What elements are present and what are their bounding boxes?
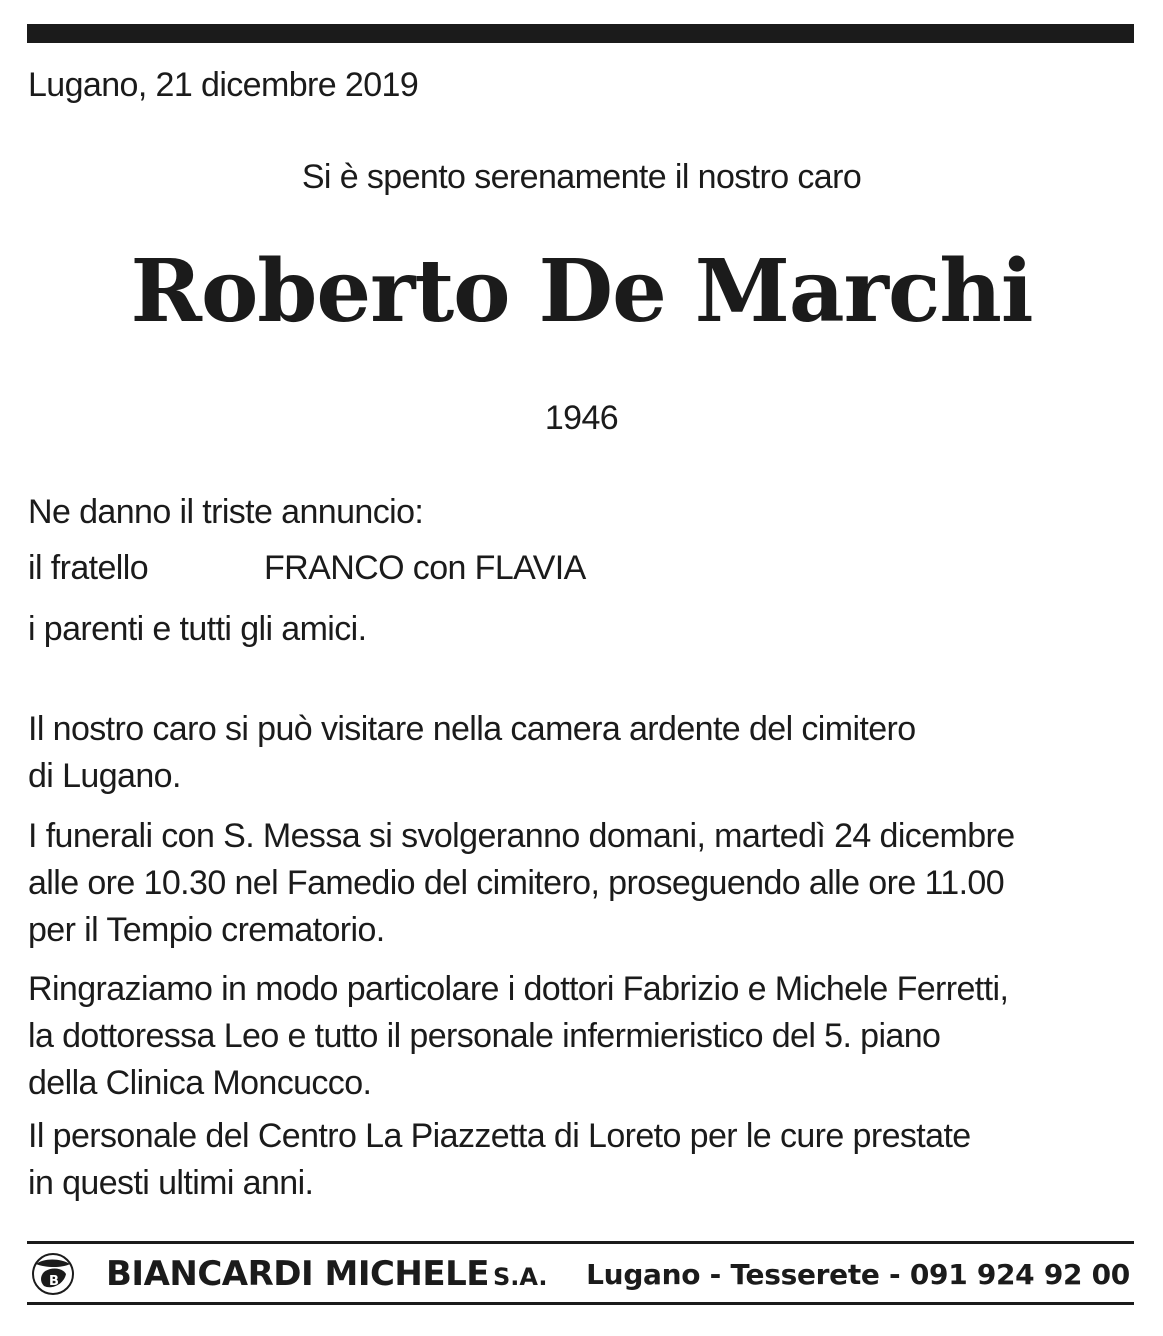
thanks-paragraph [28, 966, 1138, 1107]
footer-top-divider [27, 1241, 1134, 1244]
relative-relation: il fratello [28, 549, 149, 587]
paragraph-line: Ringraziamo in modo particolare i dottori Fabrizio e Michele Ferretti, [28, 970, 1009, 1008]
top-divider [27, 24, 1134, 43]
funeral-paragraph [28, 813, 1138, 954]
funeral-home-logo-icon [30, 1252, 76, 1296]
relative-names: FRANCO con FLAVIA [264, 549, 586, 587]
announcement-others: i parenti e tutti gli amici. [28, 610, 367, 648]
paragraph-line: per il Tempio crematorio. [28, 911, 385, 949]
company-contact: Lugano - Tesserete - 091 924 92 00 [586, 1258, 1130, 1291]
paragraph-line: di Lugano. [28, 757, 181, 795]
paragraph-line: Il personale del Centro La Piazzetta di Loreto per le cure prestate [28, 1117, 971, 1155]
visitation-paragraph [28, 706, 1138, 800]
paragraph-line: alle ore 10.30 nel Famedio del cimitero, proseguendo alle ore 11.00 [28, 864, 1005, 902]
birth-year: 1946 [544, 399, 619, 437]
paragraph-line: della Clinica Moncucco. [28, 1064, 372, 1102]
deceased-name: Roberto De Marchi [130, 241, 1033, 342]
company-name-text: BIANCARDI MICHELE [106, 1254, 489, 1294]
paragraph-line: I funerali con S. Messa si svolgeranno domani, martedì 24 dicembre [28, 817, 1015, 855]
intro-text: Si è spento serenamente il nostro caro [301, 158, 862, 196]
svg-text:B: B [49, 1274, 59, 1289]
care-thanks-paragraph [28, 1113, 1138, 1207]
company-suffix: S.A. [493, 1263, 548, 1291]
paragraph-line: Il nostro caro si può visitare nella camera ardente del cimitero [28, 710, 916, 748]
footer-bottom-divider [27, 1302, 1134, 1305]
date-line: Lugano, 21 dicembre 2019 [28, 66, 419, 104]
announcement-title: Ne danno il triste annuncio: [28, 493, 424, 531]
company-name [106, 1250, 548, 1301]
paragraph-line: in questi ultimi anni. [28, 1164, 314, 1202]
paragraph-line: la dottoressa Leo e tutto il personale infermieristico del 5. piano [28, 1017, 941, 1055]
